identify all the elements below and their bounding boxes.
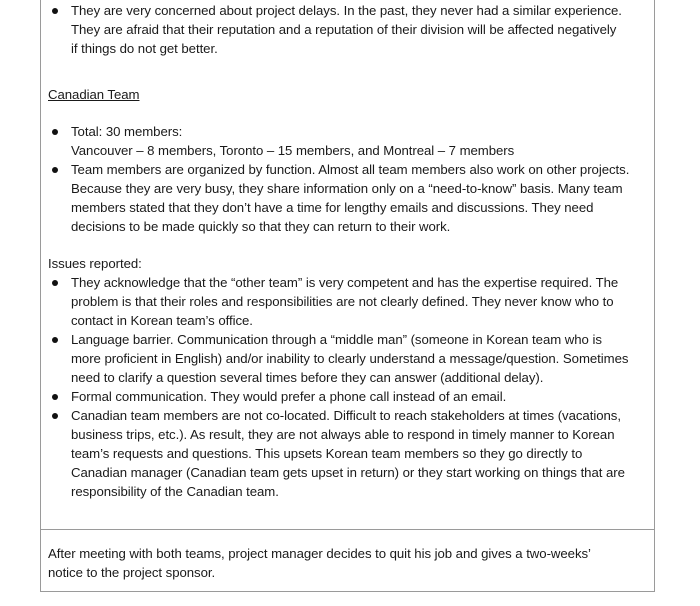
issue-1-line-1: They acknowledge that the “other team” is very competent and has the expertise required. The	[71, 275, 619, 290]
issue-4-line-1: Canadian team members are not co-located. Difficult to reach stakeholders at times (vacations,	[71, 408, 621, 423]
bullet-icon	[52, 394, 58, 400]
canadian-bullet-1-line-1: Total: 30 members:	[71, 124, 183, 139]
canadian-bullet-2-line-4: decisions to be made quickly so that they can return to their work.	[71, 219, 451, 234]
korean-bullet-1-line-2: They are afraid that their reputation and a reputation of their division will be affected negatively	[71, 22, 617, 37]
issue-3-line-1: Formal communication. They would prefer a phone call instead of an email.	[71, 389, 507, 404]
issue-1-line-3: contact in Korean team’s office.	[71, 313, 253, 328]
canadian-bullet-2-line-2: Because they are very busy, they share information only on a “need-to-know” basis. Many team	[71, 181, 623, 196]
korean-bullet-1-line-3: if things do not get better.	[71, 41, 218, 56]
conclusion-line-2: notice to the project sponsor.	[48, 565, 216, 580]
issue-4-line-4: Canadian manager (Canadian team gets upset in return) or they start working on things that are	[71, 465, 625, 480]
bullet-icon	[52, 129, 58, 135]
canadian-team-heading: Canadian Team	[48, 87, 140, 102]
canadian-bullet-2-line-3: members stated that they don’t have a time for lengthy emails and discussions. They need	[71, 200, 594, 215]
bullet-icon	[52, 413, 58, 419]
conclusion-line-1: After meeting with both teams, project manager decides to quit his job and gives a two-weeks’	[48, 546, 591, 561]
issue-4-line-3: team’s requests and questions. This upsets Korean team members so they go directly to	[71, 446, 583, 461]
bullet-icon	[52, 8, 58, 14]
issues-heading: Issues reported:	[48, 256, 142, 271]
section-divider	[40, 529, 655, 530]
korean-bullet-1-line-1: They are very concerned about project delays. In the past, they never had a similar experience.	[71, 3, 622, 18]
bullet-icon	[52, 167, 58, 173]
issue-2-line-1: Language barrier. Communication through a “middle man” (someone in Korean team who is	[71, 332, 602, 347]
bullet-icon	[52, 280, 58, 286]
issue-4-line-5: responsibility of the Canadian team.	[71, 484, 279, 499]
canadian-bullet-1-line-2: Vancouver – 8 members, Toronto – 15 members, and Montreal – 7 members	[71, 143, 515, 158]
issue-1-line-2: problem is that their roles and responsibilities are not clearly defined. They never know who to	[71, 294, 614, 309]
issue-2-line-2: more proficient in English) and/or inability to clearly understand a message/question. Sometimes	[71, 351, 629, 366]
bullet-icon	[52, 337, 58, 343]
issue-4-line-2: business trips, etc.). As result, they are not always able to respond in timely manner to Korean	[71, 427, 615, 442]
issue-2-line-3: need to clarify a question several times before they can answer (additional delay).	[71, 370, 544, 385]
canadian-bullet-2-line-1: Team members are organized by function. Almost all team members also work on other projects.	[71, 162, 630, 177]
